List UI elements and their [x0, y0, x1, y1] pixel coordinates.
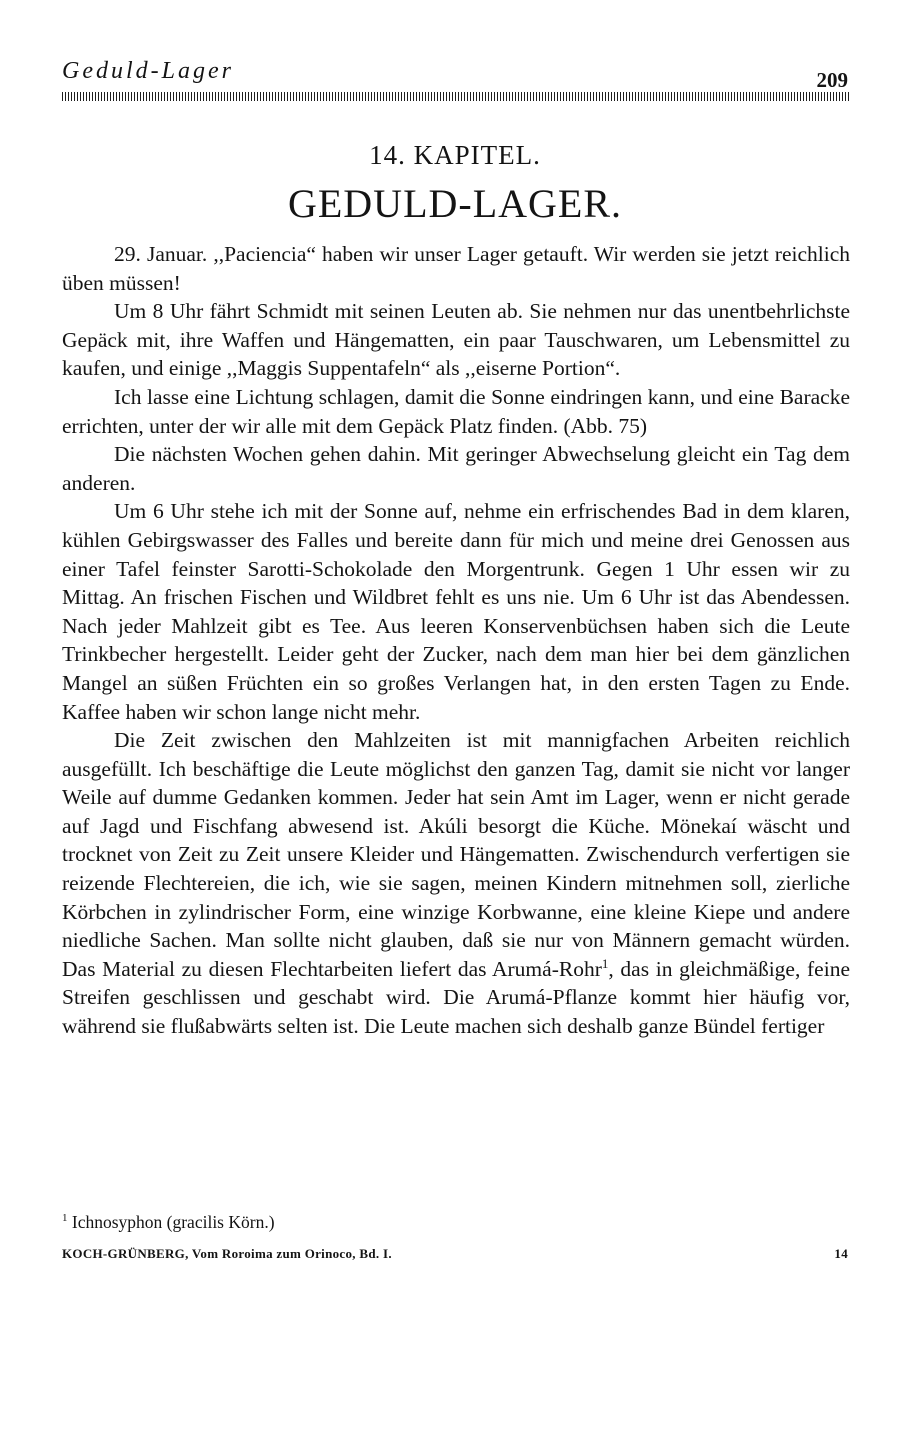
chapter-number: 14. KAPITEL.	[369, 140, 541, 170]
chapter-title: GEDULD-LAGER.	[287, 181, 623, 226]
paragraph-text: Die Zeit zwischen den Mahlzeiten ist mit mannigfachen Arbeiten reichlich ausgefüllt. Ich beschäftige die Leute möglichst den ganzen Tag, damit sie nicht vor langer Weile auf dumme Gedanken kommen. Jeder hat sein Amt im Lager, wenn er nicht gerade auf Jagd und Fischfang abwesend ist. Akúli besorgt die Küche. Mönekaí wäscht und trocknet von Zeit zu Zeit unsere Kleider und Hängematten. Zwischendurch verfertigen sie reizende Flechtereien, die ich, wie sie sagen, meinen Kindern mitnehmen soll, zierliche Körbchen in zylindrischer Form, eine winzige Korbwanne, eine kleine Kiepe und andere niedliche Sachen. Man sollte nicht glauben, daß sie nur von Männern gemacht würden. Das Material zu diesen Flechtarbeiten liefert das Arumá-Rohr	[62, 728, 850, 981]
footnote-reference: 1	[601, 955, 609, 971]
paragraph: Um 6 Uhr stehe ich mit der Sonne auf, nehme ein erfrischendes Bad in dem klaren, kühlen Gebirgswasser des Falles und bereite dann für mich und meine drei Genossen aus einer Tafel feinster Sarotti-Schokolade den Morgentrunk. Gegen 1 Uhr essen wir zu Mittag. An frischen Fischen und Wildbret fehlt es uns nie. Um 6 Uhr ist das Abendessen. Nach jeder Mahlzeit gibt es Tee. Aus leeren Konservenbüchsen haben sich die Leute Trinkbecher hergestellt. Leider geht der Zucker, nach dem man hier bei dem gänzlichen Mangel an süßen Früchten ein so großes Verlangen hat, in den ersten Tagen zu Ende. Kaffee haben wir schon lange nicht mehr.	[62, 499, 850, 724]
header-rule	[62, 92, 850, 101]
signature-mark: 14	[834, 1246, 848, 1261]
paragraph: Um 8 Uhr fährt Schmidt mit seinen Leuten ab. Sie nehmen nur das unentbehrlichste Gepäck mit, ihre Waffen und Hängematten, ein paar Tauschwaren, um Lebensmittel zu kaufen, und einige ,,Maggis Suppentafeln“ als ,,eiserne Portion“.	[62, 299, 850, 381]
paragraph: 29. Januar. ,,Paciencia“ haben wir unser Lager getauft. Wir werden sie jetzt reichlich üben müssen!	[62, 242, 850, 295]
body-text	[62, 240, 850, 1041]
running-title: Geduld-Lager	[62, 58, 234, 84]
paragraph	[62, 726, 850, 1041]
footnote-marker: 1	[62, 1212, 68, 1225]
paragraph: Ich lasse eine Lichtung schlagen, damit die Sonne eindringen kann, und eine Baracke errichten, unter der wir alle mit dem Gepäck Platz finden. (Abb. 75)	[62, 384, 850, 438]
footnote-text: Ichnosyphon (gracilis Körn.)	[71, 1212, 275, 1232]
imprint-line	[62, 1246, 850, 1262]
paragraph-text: , das in gleichmäßige, feine Streifen geschlissen und geschabt wird. Die Arumá-Pflanze kommt hier häufig vor, während sie flußabwärts selten ist. Die Leute machen sich deshalb ganze Bündel fertiger	[62, 956, 850, 1039]
imprint-source: KOCH-GRÜNBERG, Vom Roroima zum Orinoco, Bd. I.	[62, 1246, 392, 1261]
paragraph: Die nächsten Wochen gehen dahin. Mit geringer Abwechselung gleicht ein Tag dem anderen.	[62, 442, 850, 495]
running-head	[62, 58, 850, 104]
page-number: 209	[816, 68, 848, 92]
footnote	[62, 1212, 850, 1233]
